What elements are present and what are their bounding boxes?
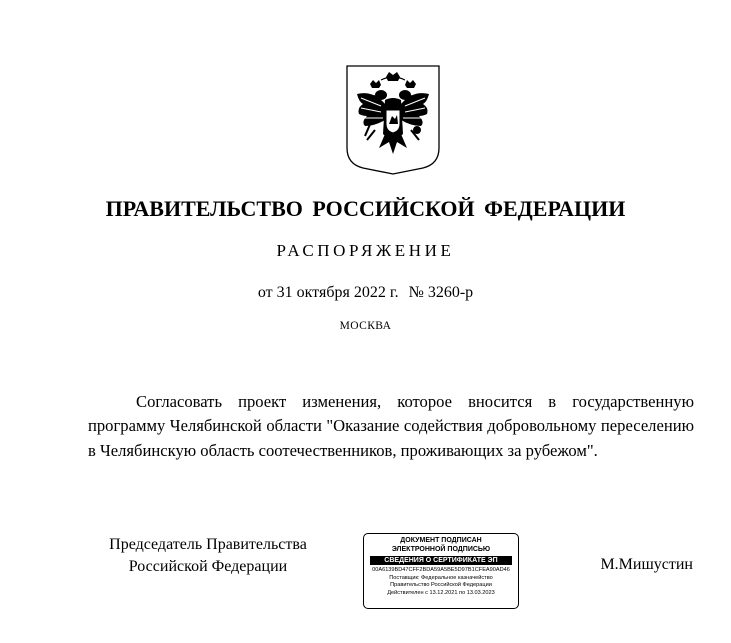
order-text: Согласовать проект изменения, которое вносится в государственную программу Челябинской области "Оказание содействия добровольному переселению в Челябинскую область соотечественников, проживающих за рубежом". <box>88 392 694 460</box>
stamp-certificate-header: СВЕДЕНИЯ О СЕРТИФИКАТЕ ЭП <box>370 556 512 565</box>
document-type: РАСПОРЯЖЕНИЕ <box>276 241 455 260</box>
signer-name: М.Мишустин <box>600 556 693 573</box>
stamp-issuer-line1: Поставщик: Федеральное казначейство <box>389 574 493 581</box>
russian-coat-of-arms-icon <box>345 64 441 176</box>
document-date: от 31 октября 2022 г. <box>257 284 399 301</box>
stamp-serial: 00A6139BD47CFF2BDA59A5BE5D97B1CFEA90AD46 <box>372 567 510 573</box>
stamp-line1: ДОКУМЕНТ ПОДПИСАН <box>400 537 482 544</box>
stamp-validity: Действителен с 13.12.2021 по 13.03.2023 <box>387 589 495 596</box>
signer-position-line1: Председатель Правительства <box>109 536 307 553</box>
stamp-issuer-line2: Правительство Российской Федерации <box>390 582 492 589</box>
document-city: МОСКВА <box>339 320 392 332</box>
stamp-line2: ЭЛЕКТРОННОЙ ПОДПИСЬЮ <box>391 545 491 553</box>
electronic-signature-stamp <box>363 533 519 609</box>
document-date-line <box>0 284 731 302</box>
signer-position-line2: Российской Федерации <box>128 558 288 575</box>
document-number: № 3260-р <box>408 284 474 301</box>
signer-position <box>88 534 328 578</box>
government-title: ПРАВИТЕЛЬСТВО РОССИЙСКОЙ ФЕДЕРАЦИИ <box>105 196 626 221</box>
